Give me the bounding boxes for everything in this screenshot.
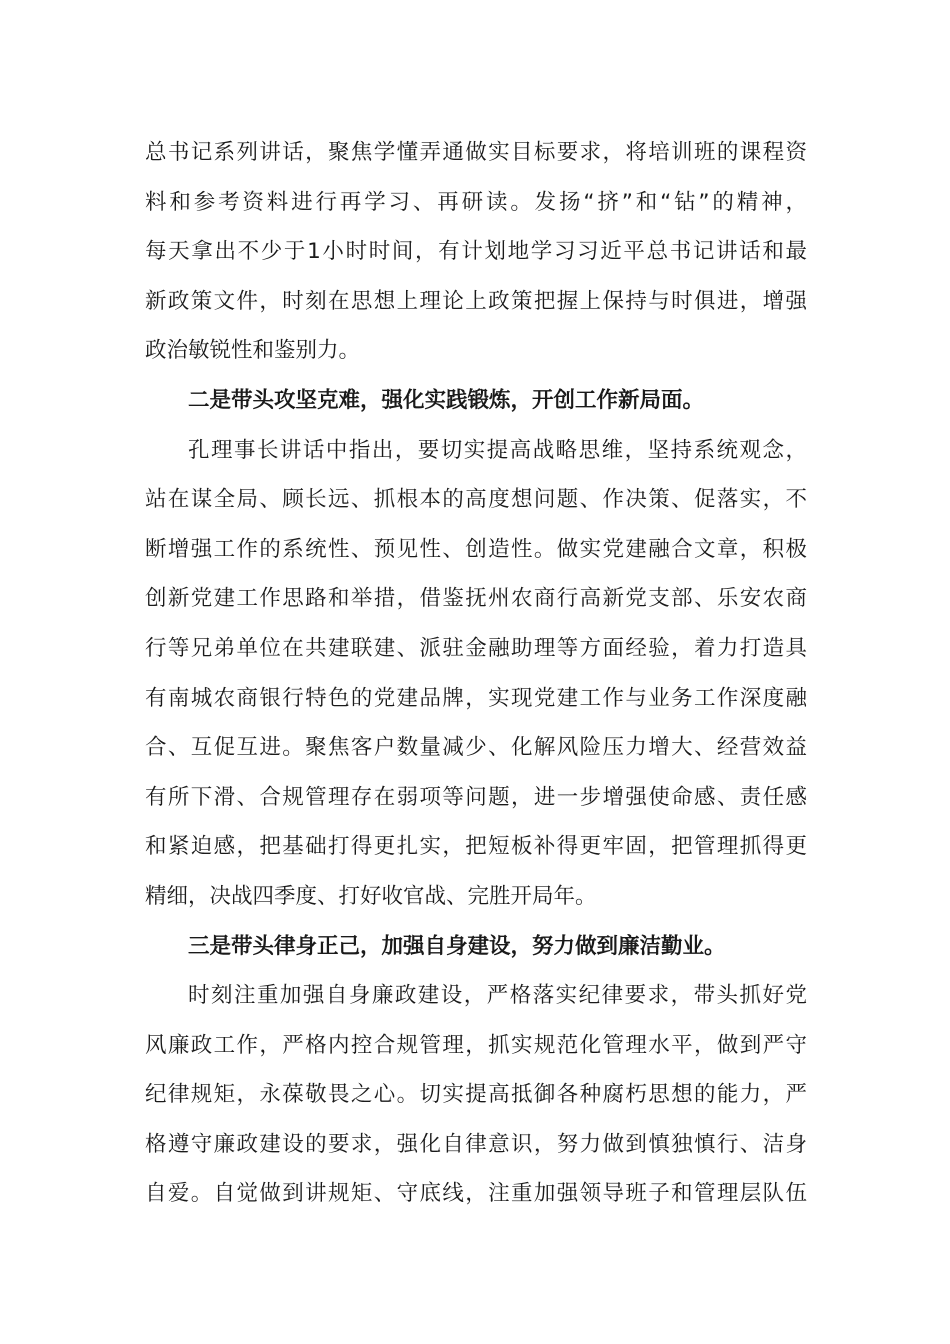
text-line: 精细，决战四季度、打好收官战、完胜开局年。 [145,883,597,909]
text-line: 格遵守廉政建设的要求，强化自律意识，努力做到慎独慎行、洁身 [145,1131,807,1157]
text-line: 时刻注重加强自身廉政建设，严格落实纪律要求，带头抓好党 [188,983,807,1009]
section-heading: 三是带头律身正己，加强自身建设，努力做到廉洁勤业。 [188,933,726,959]
text-line: 行等兄弟单位在共建联建、派驻金融助理等方面经验，着力打造具 [145,635,807,661]
text-line: 风廉政工作，严格内控合规管理，抓实规范化管理水平，做到严守 [145,1032,807,1058]
text-line: 断增强工作的系统性、预见性、创造性。做实党建融合文章，积极 [145,536,807,562]
text-line: 政治敏锐性和鉴别力。 [145,338,361,364]
text-line: 自爱。自觉做到讲规矩、守底线，注重加强领导班子和管理层队伍 [145,1181,807,1207]
text-line: 总书记系列讲话，聚焦学懂弄通做实目标要求，将培训班的课程资 [145,140,807,165]
text-line: 有所下滑、合规管理存在弱项等问题，进一步增强使命感、责任感 [145,784,807,810]
text-line: 站在谋全局、顾长远、抓根本的高度想问题、作决策、促落实，不 [145,487,807,513]
section-heading: 二是带头攻坚克难，强化实践锻炼，开创工作新局面。 [188,387,705,413]
text-line: 有南城农商银行特色的党建品牌，实现党建工作与业务工作深度融 [145,685,807,711]
text-line: 创新党建工作思路和举措，借鉴抚州农商行高新党支部、乐安农商 [145,586,807,612]
text-line: 孔理事长讲话中指出，要切实提高战略思维，坚持系统观念， [188,437,807,463]
text-line: 合、互促互进。聚焦客户数量减少、化解风险压力增大、经营效益 [145,735,807,761]
text-line: 纪律规矩，永葆敬畏之心。切实提高抵御各种腐朽思想的能力，严 [145,1082,807,1108]
document-body [145,128,807,1219]
text-line: 新政策文件，时刻在思想上理论上政策把握上保持与时俱进，增强 [145,288,807,314]
text-line: 每天拿出不少于1小时时间，有计划地学习习近平总书记讲话和最 [145,239,807,265]
text-line: 和紧迫感，把基础打得更扎实，把短板补得更牢固，把管理抓得更 [145,834,807,860]
text-line: 料和参考资料进行再学习、再研读。发扬“挤”和“钻”的精神， [145,189,807,215]
